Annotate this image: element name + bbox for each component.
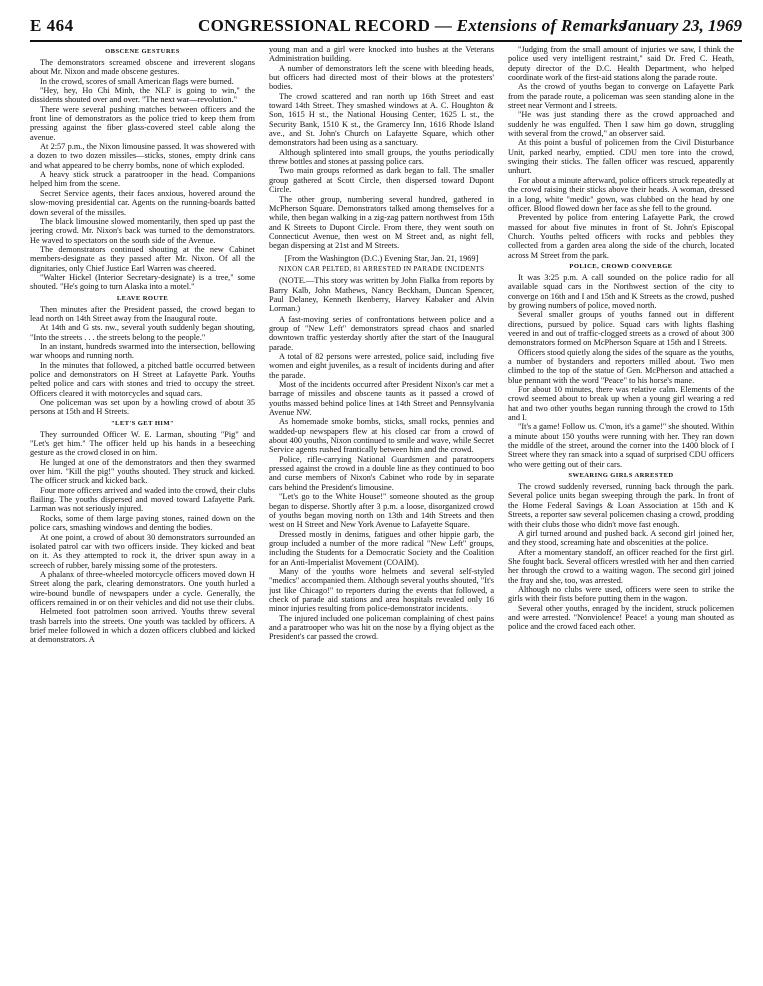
section-heading: LEAVE ROUTE xyxy=(116,294,169,302)
paragraph: "He was just standing there as the crowd approached and suddenly he was engulfed. Then I saw him go down, struggling with several from the crowd," an observer said. xyxy=(508,110,734,139)
paragraph: In the crowd, scores of small American flags were burned. xyxy=(40,76,234,86)
paragraph: For about 10 minutes, there was relative calm. Elements of the crowd seemed about to break up when a young girl wearing a red hat and two other youths began running through the crowd to 15th and I. xyxy=(508,385,734,423)
section-heading: "LET'S GET HIM" xyxy=(110,419,175,427)
paragraph: "Let's go to the White House!" someone shouted as the group began to disperse. Shortly after 3 p.m. a loose, disorganized crowd of youths began moving north on 13th and 14th Streets and then west on H Street and New York Avenue to Lafayette Square. xyxy=(269,492,494,530)
publication-title xyxy=(198,16,625,36)
paragraph: In the minutes that followed, a pitched battle occurred between police and demonstrators on H Street at Lafayette Park. Youths pelted police and cars with stones and tried to occupy the street. Officers cleared it with motorcycles and squad cars. xyxy=(30,360,255,398)
paragraph: young man and a girl were knocked into bushes at the Veterans Administration building. xyxy=(269,45,494,64)
paragraph: The injured included one policeman complaining of chest pains and a paratrooper who was hit on the nose by a flying object as the President's car passed the crowd. xyxy=(269,613,494,642)
page-date: January 23, 1969 xyxy=(619,16,742,35)
paragraph: A total of 82 persons were arrested, police said, including five women and eight juveniles, as a result of incidents during and after the parade. xyxy=(269,352,494,380)
paragraph: Dressed mostly in denims, fatigues and other hippie garb, the group included a number of the more radical "New Left" groups, including the Students for a Democratic Society and the Coalition for an Anti-Imperialist Movement (COAIM). xyxy=(269,529,494,567)
editor-note: (NOTE.—This story was written by John Fialka from reports by Barry Kalb, John Mathews, Nancy Beckham, Duncan Spencer, Paul Delaney, Kenneth Ikenberry, Harvey Kabaker and Alvin Lorman.) xyxy=(269,276,494,314)
paragraph: A number of demonstrators left the scene with bleeding heads, but officers had directed most of their blows at the protesters' bodies. xyxy=(269,63,494,92)
paragraph: "Hey, hey, Ho Chi Minh, the NLF is going to win," the dissidents shouted over and over. "The next war—revolution." xyxy=(30,86,255,105)
paragraph: A fast-moving series of confrontations between police and a group of "New Left" demonstrators spread chaos and snarled downtown traffic yesterday shortly after the start of the Inaugural parade. xyxy=(269,314,494,352)
paragraph: They surrounded Officer W. E. Larman, shouting "Pig" and "Let's get him." The officer held up his hands in a beseeching gesture as the crowd closed in on him. xyxy=(30,429,255,458)
page-number: E 464 xyxy=(30,16,74,35)
paragraph: The crowd scattered and ran north up 16th Street and east toward 14th Street. They smashed windows at A. C. Houghton & Son, 1615 H st., the National Housing Center, 1625 L st., the Security Bank, 1510 K st., the Gramercy Inn, 1616 Rhode Island ave., and St. John's Church on Lafayette Square, which other demonstrators had been using as a sanctuary. xyxy=(269,91,494,148)
paragraph: Then minutes after the President passed, the crowd began to lead north on 14th Street away from the Inaugural route. xyxy=(30,304,255,323)
paragraph: He lunged at one of the demonstrators and then they swarmed over him. "Kill the pig!" youths shouted. They struck and kicked. The officer struck and kicked back. xyxy=(30,457,255,486)
text-column-3 xyxy=(508,45,734,977)
paragraph: At this point a busful of policemen from the Civil Disturbance Unit, parked nearby, emptied. CDU men tore into the crowd, swinging their sticks. The fallen officer was rescued, apparently unhurt. xyxy=(508,138,734,176)
paragraph: A girl turned around and pushed back. A second girl joined her, and they stood, screaming hate and obscenities at the police. xyxy=(508,528,734,548)
paragraph: For about a minute afterward, police officers struck repeatedly at the crowd raising their sticks above their heads. A woman, dressed in a long, white "medic" gown, was clubbed on the head by one officer. Blood flowed down her face as she fell to the ground. xyxy=(508,175,734,213)
paragraph: Although splintered into small groups, the youths periodically threw bottles and stones at passing police cars. xyxy=(269,147,494,167)
paragraph: After a momentary standoff, an officer reached for the first girl. She fought back. Several officers wrestled with her and then carried her through the crowd to a waiting wagon. The second girl joined the fray and she, too, was arrested. xyxy=(508,547,734,585)
page-header xyxy=(30,14,742,42)
paragraph: As homemade smoke bombs, sticks, small rocks, pennies and wadded-up newspapers flew at his closed car from a crowd of about 400 youths, Nixon continued to smile and wave, while Secret Service agents rushed frantically between him and the crowd. xyxy=(269,417,494,455)
paragraph: Police, rifle-carrying National Guardsmen and paratroopers pressed against the crowd in a double line as they continued to boo and curse members of Nixon's Cabinet who rode by in separate cars behind the President's limousine. xyxy=(269,454,494,492)
paragraph: Most of the incidents occurred after President Nixon's car met a barrage of missiles and obscene taunts as it passed a crowd of youths massed behind police lines at 14th Street and Pennsylvania Avenue NW. xyxy=(269,380,494,418)
paragraph: Officers stood quietly along the sides of the square as the youths, a number of bystanders and reporters milled about. Two men climbed to the top of the statue of Gen. McPherson and attached a blue pennant with the word "Peace" to his horse's mane. xyxy=(508,347,734,385)
paragraph: "Judging from the small amount of injuries we saw, I think the police used very intelligent restraint," said Dr. Fred C. Heath, deputy director of the D.C. Health Department, who helped coordinate work of the first-aid stations along the parade route. xyxy=(508,45,734,83)
paragraph: Several other youths, enraged by the incident, struck policemen and were arrested. "Nonviolence! Peace! a young man shouted as police and the crowd faced each other. xyxy=(508,603,734,632)
paragraph: Although no clubs were used, officers were seen to strike the girls with their fists before putting them in the wagon. xyxy=(508,584,734,604)
paragraph: Many of the youths wore helmets and several self-styled "medics" accompanied them. Although several youths shouted, "It's just like Chicago!" to reporters during the events that followed, a check of parade aid stations and area hospitals revealed only 16 minor injuries resulting from police-demonstrator incidents. xyxy=(269,566,494,614)
text-column-1 xyxy=(30,45,255,977)
paragraph: At 14th and G sts. nw., several youth suddenly began shouting, "Into the streets . . . the streets belong to the people." xyxy=(30,323,255,342)
paragraph: Several smaller groups of youths fanned out in different directions, pursued by police. Squad cars with lights flashing veered in and out of traffic-clogged streets as a crowd of about 300 demonstrators formed on McPherson Square at 15th and I Streets. xyxy=(508,310,734,348)
paragraph: Secret Service agents, their faces anxious, hovered around the slow-moving presidential car. Agents on the running-boards batted down several of the missiles. xyxy=(30,188,255,217)
title-extension: Extensions of Remarks xyxy=(456,16,626,35)
paragraph: There were several pushing matches between officers and the front line of demonstrators as the police tried to keep them from pressing against the fiber glass-covered steel cable along the avenue. xyxy=(30,104,255,142)
paragraph: A phalanx of three-wheeled motorcycle officers moved down H Street along the park, clearing demonstrators. One youth hurled a wire-bound bundle of newspapers under a cycle. Generally, the officers remained in or on their vehicles and did not use their clubs. xyxy=(30,569,255,607)
paragraph: Rocks, some of them large paving stones, rained down on the police cars, smashing windows and denting the bodies. xyxy=(30,513,255,533)
paragraph: The crowd suddenly reversed, running back through the park. Several police units began sweeping through the park. In front of the Home Federal Savings & Loan Association at 15th and K Streets, a reporter saw several policemen chasing a crowd, prodding with their clubs those who didn't move fast enough. xyxy=(508,482,734,529)
paragraph: The demonstrators continued shouting at the new Cabinet members-designate as they passed after Mr. Nixon. Of all the dignitaries, only Chief Justice Earl Warren was cheered. xyxy=(30,244,255,273)
paragraph: As the crowd of youths began to converge on Lafayette Park from the parade route, a policeman was seen standing alone in the street near Vermont and I streets. xyxy=(508,82,734,111)
section-heading: POLICE, CROWD CONVERGE xyxy=(569,262,673,270)
paragraph: Two main groups reformed as dark began to fall. The smaller group gathered at Scott Circle, then dispersed toward Dupont Circle. xyxy=(269,166,494,195)
paragraph: Prevented by police from entering Lafayette Park, the crowd massed for about five minutes in front of St. John's Episcopal Church. Youths pelted officers with rocks and pebbles they collected from a garden area along the side of the church, located across M Street from the park. xyxy=(508,213,734,260)
paragraph: At one point, a crowd of about 30 demonstrators surrounded an isolated patrol car with two officers inside. They kicked and beat on it. As they attempted to rock it, the driver spun away in a screech of rubber, barely missing some of the protesters. xyxy=(30,532,255,570)
paragraph: "Walter Hickel (Interior Secretary-designate) is a tree," some shouted. "He's going to turn Alaska into a motel." xyxy=(30,272,255,292)
source-citation: [From the Washington (D.C.) Evening Star, Jan. 21, 1969] xyxy=(284,253,479,263)
section-heading: OBSCENE GESTURES xyxy=(105,48,180,55)
paragraph: In an instant, hundreds swarmed into the intersection, bellowing war whoops and running north. xyxy=(30,341,255,361)
paragraph: Four more officers arrived and waded into the crowd, their clubs flailing. The youths dispersed and moved toward Lafayette Park. Larman was not seriously injured. xyxy=(30,485,255,514)
article-headline: NIXON CAR PELTED, 81 ARRESTED IN PARADE INCIDENTS xyxy=(278,264,485,273)
paragraph: "It's a game! Follow us. C'mon, it's a game!" she shouted. Within a minute about 150 youths were running with her. They ran down the middle of the street, around the corner into the 1400 block of I Street where they ran smack into a squad of surprised CDU officers who were getting out of their cars. xyxy=(508,422,734,469)
paragraph: The black limousine slowed momentarily, then sped up past the jeering crowd. Mr. Nixon's back was turned to the demonstrators. He waved to spectators on the south side of the Avenue. xyxy=(30,216,255,245)
paragraph: One policeman was set upon by a howling crowd of about 35 persons at 15th and H Streets. xyxy=(30,398,255,417)
paragraph: A heavy stick struck a paratrooper in the head. Companions helped him from the scene. xyxy=(30,170,255,189)
text-column-2 xyxy=(269,45,494,977)
paragraph: It was 3:25 p.m. A call sounded on the police radio for all available squad cars in the Northwest section of the city to converge on 16th and I and 15th and K Streets as the crowd, pushed by growing numbers of police, moved north. xyxy=(508,272,734,310)
paragraph: Helmeted foot patrolmen soon arrived. Youths threw several trash barrels into the streets. One youth was tackled by officers. A brief melee followed in which a dozen officers clubbed and kicked at demonstrators. A xyxy=(30,607,255,645)
paragraph: The demonstrators screamed obscene and irreverent slogans about Mr. Nixon and made obscene gestures. xyxy=(30,58,255,77)
paragraph: At 2:57 p.m., the Nixon limousine passed. It was showered with a dozen to two dozen missiles—sticks, stones, empty drink cans and what appeared to be cherry bombs, none of which exploded. xyxy=(30,142,255,170)
section-heading: SWEARING GIRLS ARRESTED xyxy=(568,472,674,480)
title-main: CONGRESSIONAL RECORD — xyxy=(198,16,453,35)
paragraph: The other group, numbering several hundred, gathered in McPherson Square. Demonstrators talked among themselves for a while, then began walking in a zig-zag pattern northwest from 15th and K Streets to Dupont Circle. From there, they went south on Connecticut Avenue, then west on M Street and, as night fell, began dispersing at 21st and M Streets. xyxy=(269,194,494,251)
